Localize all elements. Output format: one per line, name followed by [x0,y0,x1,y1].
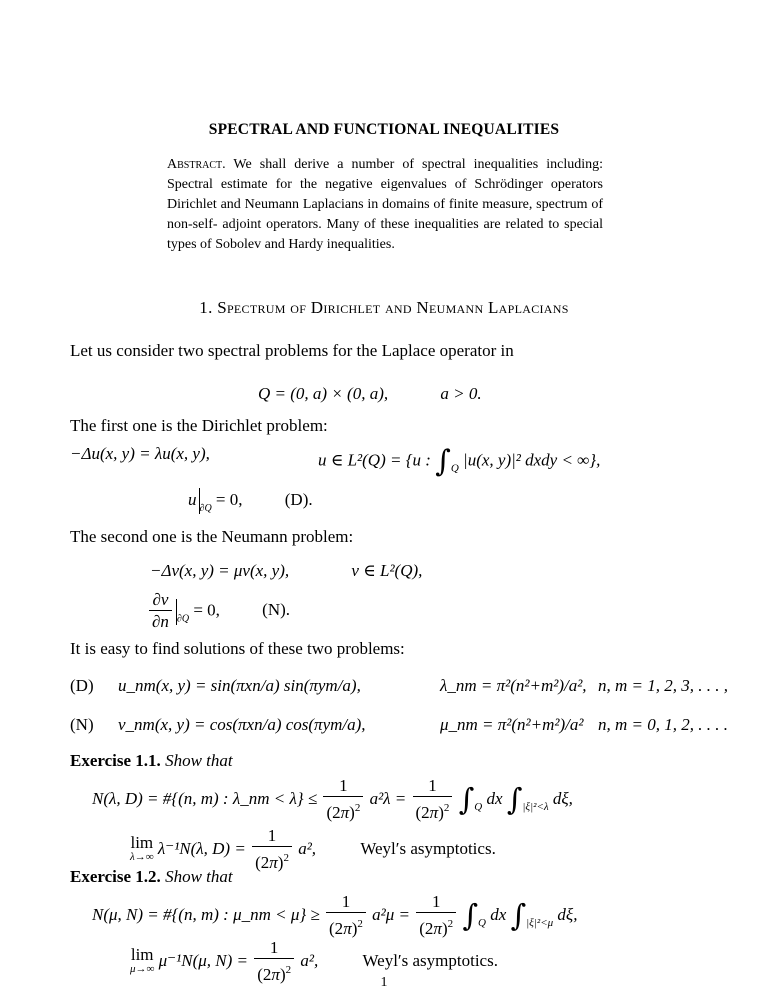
eq-neumann-l2: v ∈ L²(Q), [351,561,423,580]
section-number: 1. [199,298,213,317]
exercise-1-2-prompt: Show that [165,867,233,886]
section-title: Spectrum of Dirichlet and Neumann Laplacians [217,298,569,317]
exercise-1-2-lim-body: μ⁻¹N(μ, N) = [158,950,248,970]
section-heading [0,297,768,318]
solution-d-lambda: λ_nm = π²(n²+m²)/a², [440,676,587,695]
exercise-1-2-lim-var: μ→∞ [130,963,155,975]
solution-n-tag: (N) [70,715,94,734]
equation-dirichlet [70,443,210,464]
exercise-1-2-end: dξ, [557,904,578,924]
solution-n-range: n, m = 0, 1, 2, . . . . [598,715,728,734]
exercise-1-1-tail: dx [486,788,503,808]
exercise-1-1-region: |ξ|²<λ [522,800,549,813]
paragraph-2: The first one is the Dirichlet problem: [70,416,328,435]
eq-dirichlet-l2-tail: |u(x, y)|² dxdy < ∞}, [463,450,601,470]
abstract [167,155,603,255]
exercise-1-1-label: Exercise 1.1. [70,751,161,770]
exercise-1-1-heading [70,750,233,771]
solution-n-v: v_nm(x, y) = cos(πxn/a) cos(πym/a), [118,715,366,734]
eq-dirichlet-bc: = 0, [215,489,243,509]
exercise-1-2-tail: dx [490,904,507,924]
exercise-1-1-lim-end: a², [298,838,317,858]
exercise-1-2-heading [70,866,233,887]
integral-sign: ∫ [435,444,451,479]
exercise-1-2-limit: lim μ→∞ μ⁻¹N(μ, N) = $\frac{1}{(2\pi)^2}$ a², Weyl′s asymptotics. [130,938,498,984]
eq-a-positive: a > 0. [440,384,482,403]
exercise-1-1-prompt: Show that [165,751,233,770]
solution-d-tag: (D) [70,676,94,695]
equation-dirichlet-bc: u $_{\partial Q}$ = 0, (D). [188,489,313,514]
equation-neumann-bc: $\frac{\partial v}{\partial n}$ $_{\partial Q}$ = 0, (N). [147,590,290,633]
exercise-1-2-mid: a²μ = [372,904,410,924]
exercise-1-2-label: Exercise 1.2. [70,867,161,886]
exercise-1-1-end: dξ, [552,788,573,808]
exercise-1-1-mid: a²λ = [369,788,407,808]
solution-d-range: n, m = 1, 2, 3, . . . , [598,676,728,695]
page-number: 1 [380,975,388,990]
solution-dirichlet [70,675,94,696]
eq-domain-q: Q = (0, a) × (0, a), [258,384,389,403]
eq-neumann-bc: = 0, [193,600,220,620]
equation-dirichlet-space [318,443,600,481]
eq-neumann-tag: (N). [262,600,291,620]
solution-n-mu: μ_nm = π²(n²+m²)/a² [440,715,584,734]
exercise-1-1-bound: N(λ, D) = #{(n, m) : λ_nm < λ} ≤ $\frac{1}{(2\pi)^2}$ a²λ = $\frac{1}{(2\pi)^2}$ $\int_Q$ dx $\int_{|\xi|^2<\lambda}$ dξ, [92,776,573,822]
eq-neumann-lhs: −Δv(x, y) = μv(x, y), [150,561,290,580]
exercise-1-1-lim-body: λ⁻¹N(λ, D) = [157,838,246,858]
exercise-1-2-bound: N(μ, N) = #{(n, m) : μ_nm < μ} ≥ $\frac{1}{(2\pi)^2}$ a²μ = $\frac{1}{(2\pi)^2}$ $\int_Q$ dx $\int_{|\xi|^2<\mu}$ dξ, [92,892,578,938]
eq-dirichlet-l2: u ∈ L²(Q) = {u : [318,450,431,470]
equation-domain [258,383,482,404]
exercise-1-1-lim-var: λ→∞ [130,851,154,863]
page-title: SPECTRAL AND FUNCTIONAL INEQUALITIES [208,121,560,138]
paragraph-4: It is easy to find solutions of these two problems: [70,639,405,658]
eq-dirichlet-lhs: −Δu(x, y) = λu(x, y), [70,444,210,463]
exercise-1-2-count: N(μ, N) = #{(n, m) : μ_nm < μ} ≥ [92,904,320,924]
solution-neumann [70,714,94,735]
equation-neumann [150,560,422,581]
eq-dirichlet-tag: (D). [284,489,313,509]
abstract-label: Abstract. [167,157,226,172]
abstract-text: We shall derive a number of spectral inequalities including: Spectral estimate for the negative eigenvalues of Schrödinger operators Dirichlet and Neumann Laplacians in domains of finite measure, spectrum of non-self- adjoint operators. Many of these inequalities are related to special types of Sobolev and Hardy inequalities. [167,157,603,252]
exercise-1-2-lim-end: a², [300,950,319,970]
exercise-1-2-weyl: Weyl′s asymptotics. [362,950,498,970]
solution-d-u: u_nm(x, y) = sin(πxn/a) sin(πym/a), [118,676,361,695]
exercise-1-2-region: |ξ|²<μ [526,916,554,929]
exercise-1-1-count: N(λ, D) = #{(n, m) : λ_nm < λ} ≤ [92,788,318,808]
exercise-1-1-weyl: Weyl′s asymptotics. [360,838,496,858]
paragraph-1: Let us consider two spectral problems for the Laplace operator in [70,341,514,360]
paragraph-3: The second one is the Neumann problem: [70,527,354,546]
exercise-1-1-limit: lim λ→∞ λ⁻¹N(λ, D) = $\frac{1}{(2\pi)^2}$ a², Weyl′s asymptotics. [130,826,496,872]
integral-domain-q: Q [450,462,459,475]
